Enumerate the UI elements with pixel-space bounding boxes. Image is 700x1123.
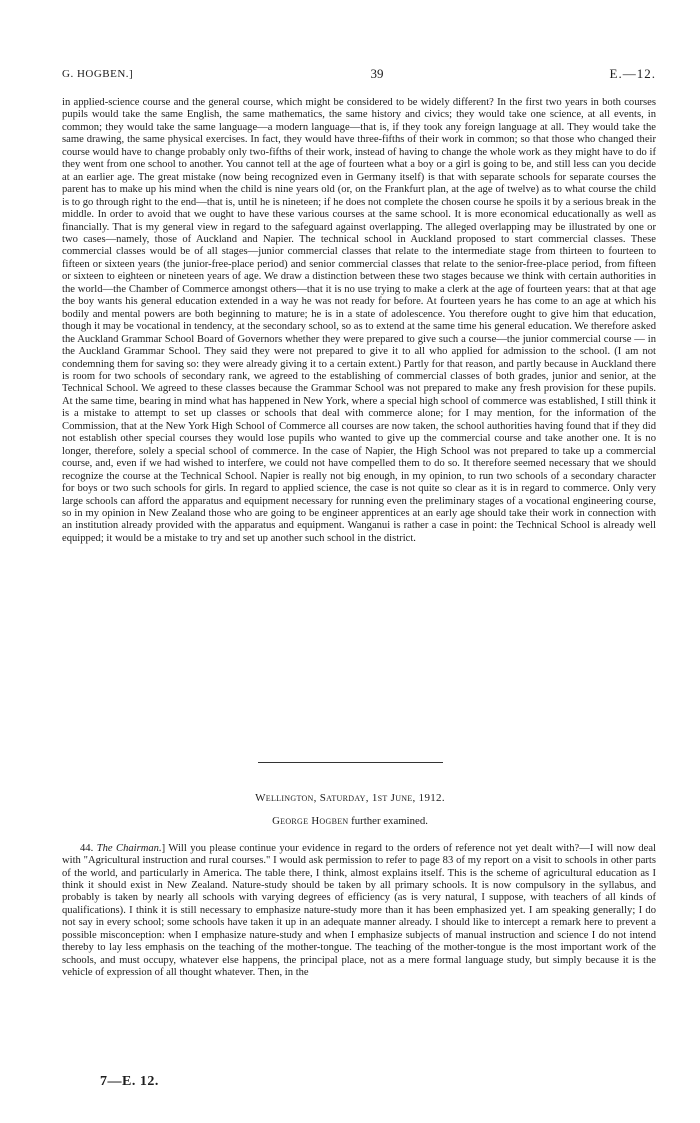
evidence-paragraph-continued bbox=[62, 97, 656, 545]
document-reference: E.—12. bbox=[609, 66, 656, 81]
witness-heading bbox=[0, 815, 700, 827]
section-divider bbox=[258, 762, 443, 763]
speaker-label: The Chairman. bbox=[96, 842, 162, 854]
paragraph-text: in applied-science course and the general course, which might be considered to be widely different? In the first two years in both courses pupils would take the same English, the same mathematics, the same history and civics; they would take one science, at all events, in common; they would take the same language—a modern language—that is, if they took any foreign language at all. They would take the same drawing, the same physical exercises. In fact, they would have three-fifths of their work in common; so that those who changed their course would have to change probably only two-fifths of their work, instead of having to change the whole work as they might have to do if they went from one school to another. You cannot tell at the age of fourteen what a boy or a girl is going to be, and still less can you decide at an earlier age. The great mistake (now being recognized even in Germany itself) is that with separate schools for separate courses the parent has to make up his mind when the child is nine years old (or, on the Frankfurt plan, at the age of twelve) as to what course the child is to go through right to the end—that is, until he is nineteen; if he does not complete the chosen course he spoils it by a serious break in the middle. In order to avoid that we ought to have these various courses at the same school. It is more economical educationally as well as financially. That is my general view in regard to the safeguard against overlapping. The alleged overlapping may be illustrated by one or two cases—namely, those of Auckland and Napier. The technical school in Auckland proposed to start commercial classes. These commercial classes would be of all stages—junior commercial classes that relate to the intermediate stage from thirteen to fourteen to fifteen or sixteen years (the junior-free-place period) and senior commercial classes that relate to the senior-free-place period, from fifteen or sixteen to eighteen or nineteen years of age. We draw a distinction between these two stages because we think with certain authorities in the world—the Chamber of Commerce amongst others—that it is no use trying to make a clerk at the age of fourteen years: that at that age the boy wants his general education extended in a way he was not ready for before. At fourteen years he has come to an age at which his bodily and mental powers are both beginning to mature; he is in a state of adolescence. You therefore ought to give him that education, though it may be vocational in tendency, at the secondary school, so as to extend at the same time his general education. We therefore asked the Auckland Grammar School Board of Governors whether they were prepared to give such a course—the junior commercial course — in the Auckland Grammar School. They said they were not prepared to give it to all who applied for admission to the school. (I am not condemning them for saving so: they were already giving it to a certain extent.) Partly for that reason, and partly because in Auckland there is room for two schools of secondary rank, we agreed to the establishing of commercial classes of both grades, junior and senior, at the Technical School. We agreed to these classes because the Grammar School was not prepared to make any fresh provision for these pupils. At the same time, bearing in mind what has happened in New York, where a special high school of commerce was established, I still think it is a mistake to attempt to set up classes or schools that deal with commerce alone; for I may mention, for the information of the Commission, that at the New York High School of Commerce all courses are now taken, the school authorities having found that if they did not establish other special courses they would lose pupils who wanted to give up the commercial course and take another one. It is no longer, therefore, solely a special school of commerce. In the case of Napier, the High School was not prepared to take up a commercial course, and, even if we had wished to interfere, we could not have compelled them to do so. It therefore seemed necessary that we should recognize the course at the Technical School. Napier is really not big enough, in my opinion, to run two schools of a secondary character for boys or two such schools for girls. In regard to applied science, the case is not quite so clear as it is in regard to commerce. Only very large schools can afford the apparatus and equipment necessary for running even the preliminary stages of a vocational engineering course, so in my opinion in New Zealand those who are going to be engineer apprentices at an early age should take their work in connection with an institution already provided with the apparatus and equipment. Wanganui is rather a case in point: the Technical School is already well equipped; it would be a mistake to try and set up another such school in the district. bbox=[62, 97, 656, 544]
witness-status: further examined. bbox=[348, 815, 428, 827]
witness-name: George Hogben bbox=[272, 815, 349, 827]
signature-mark: 7—E. 12. bbox=[100, 1074, 159, 1089]
header-witness-name: G. HOGBEN.] bbox=[62, 68, 134, 80]
paragraph-text: ] Will you please continue your evidence in regard to the orders of reference not yet dealt with?—I will now deal with "Agricultural instruction and rural courses." I would ask permission to refer to page 83 of my report on a visit to schools in other parts of the world, and particularly in America. The table there, I think, almost explains itself. This is the scheme of agricultural education as I think it should exist in New Zealand. Nature-study should be taken by all primary schools. It is now compulsory in the syllabus, and probably is taken by nearly all schools with varying degrees of efficiency (as is very natural, I suppose, with teachers of all kinds of qualifications). I think it is still necessary to emphasize nature-study more than it has been emphasized yet. I am speaking generally; I do not say in every school; some schools have taken it up in an adequate manner already. I should like to intercept a remark here to prevent a possible misconception: when I emphasize nature-study and when I emphasize subjects of manual instruction and science I do not intend thereby to lay less emphasis on the teaching of the mother-tongue. The teaching of the mother-tongue is the most important work of the schools, and must occupy, whatever else happens, the principal place, not as a mere formal language study, but simply because it is the vehicle of expression of all thought whatever. Then, in the bbox=[62, 842, 656, 979]
session-dateline: Wellington, Saturday, 1st June, 1912. bbox=[255, 792, 445, 804]
page-number: 39 bbox=[370, 66, 384, 81]
question-number: 44. bbox=[80, 842, 94, 854]
page-header bbox=[62, 66, 656, 86]
evidence-paragraph-44 bbox=[62, 832, 656, 990]
